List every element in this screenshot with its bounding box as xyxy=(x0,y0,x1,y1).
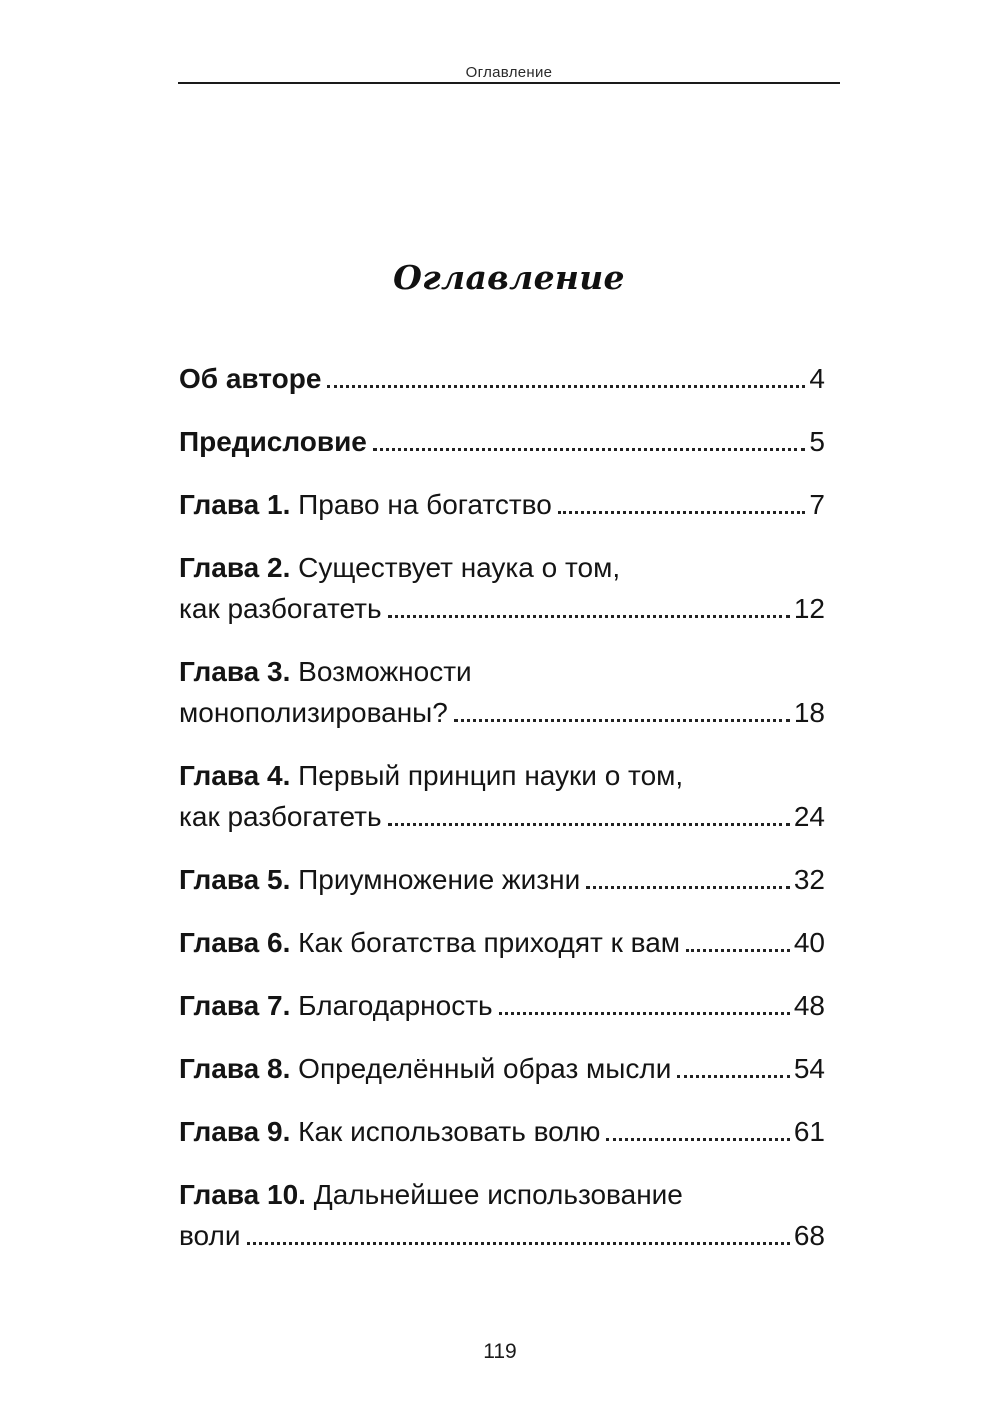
dot-leader xyxy=(686,949,790,952)
toc-entry-label: Глава 9. xyxy=(179,1116,291,1147)
toc-page-number: 18 xyxy=(793,697,825,728)
toc-page-number: 7 xyxy=(809,489,825,520)
toc-entry-title: Как богатства приходят к вам xyxy=(298,927,681,958)
toc-entry-label: Глава 3. xyxy=(179,656,291,687)
toc-entry-title: Определённый образ мысли xyxy=(298,1053,672,1084)
dot-leader xyxy=(327,385,805,388)
toc-entry-chapter-10[interactable] xyxy=(179,1174,825,1256)
toc-entry-title: Право на богатство xyxy=(298,489,552,520)
toc-entry-chapter-9[interactable] xyxy=(179,1111,825,1152)
toc-entry-label: Глава 4. xyxy=(179,760,291,791)
dot-leader xyxy=(606,1138,789,1141)
toc-entry-chapter-3[interactable] xyxy=(179,651,825,733)
header-rule xyxy=(178,82,840,84)
toc-entry-chapter-8[interactable] xyxy=(179,1048,825,1089)
dot-leader xyxy=(454,719,790,722)
toc-page-number: 5 xyxy=(809,426,825,457)
toc-page-number: 32 xyxy=(793,864,825,895)
table-of-contents xyxy=(179,358,825,1278)
toc-page-number: 40 xyxy=(793,927,825,958)
toc-entry-chapter-1[interactable] xyxy=(179,484,825,525)
toc-entry-chapter-7[interactable] xyxy=(179,985,825,1026)
toc-entry-title: Возможности xyxy=(298,656,472,687)
dot-leader xyxy=(388,615,790,618)
running-head: Оглавление xyxy=(465,64,553,81)
dot-leader xyxy=(373,448,806,451)
toc-page-number: 61 xyxy=(793,1116,825,1147)
dot-leader xyxy=(499,1012,790,1015)
toc-entry-title-line2: монополизированы? xyxy=(179,697,448,728)
toc-page-number: 12 xyxy=(793,593,825,624)
toc-entry-label: Глава 7. xyxy=(179,990,291,1021)
toc-entry-label: Глава 5. xyxy=(179,864,291,895)
toc-entry-title: Благодарность xyxy=(298,990,493,1021)
toc-entry-about-author[interactable] xyxy=(179,358,825,399)
dot-leader xyxy=(558,511,806,514)
toc-entry-title: Приумножение жизни xyxy=(298,864,581,895)
toc-entry-title-line2: воли xyxy=(179,1220,241,1251)
toc-entry-title-line2: как разбогатеть xyxy=(179,593,382,624)
dot-leader xyxy=(247,1242,790,1245)
toc-entry-chapter-6[interactable] xyxy=(179,922,825,963)
page-number: 119 xyxy=(483,1340,517,1363)
toc-entry-preface[interactable] xyxy=(179,421,825,462)
page-title: Оглавление xyxy=(393,258,625,297)
toc-entry-title: Дальнейшее использование xyxy=(313,1179,683,1210)
toc-page-number: 68 xyxy=(793,1220,825,1251)
toc-entry-title: Первый принцип науки о том, xyxy=(298,760,684,791)
dot-leader xyxy=(586,886,790,889)
toc-entry-chapter-5[interactable] xyxy=(179,859,825,900)
toc-entry-label: Глава 10. xyxy=(179,1179,306,1210)
dot-leader xyxy=(388,823,790,826)
toc-page-number: 54 xyxy=(793,1053,825,1084)
toc-page-number: 24 xyxy=(793,801,825,832)
toc-entry-label: Предисловие xyxy=(179,426,367,457)
dot-leader xyxy=(677,1075,789,1078)
toc-entry-label: Об авторе xyxy=(179,363,322,394)
toc-entry-title-line2: как разбогатеть xyxy=(179,801,382,832)
toc-entry-label: Глава 2. xyxy=(179,552,291,583)
toc-entry-label: Глава 1. xyxy=(179,489,291,520)
toc-entry-label: Глава 6. xyxy=(179,927,291,958)
toc-entry-chapter-2[interactable] xyxy=(179,547,825,629)
toc-entry-title: Как использовать волю xyxy=(298,1116,601,1147)
toc-entry-label: Глава 8. xyxy=(179,1053,291,1084)
toc-entry-chapter-4[interactable] xyxy=(179,755,825,837)
toc-entry-title: Существует наука о том, xyxy=(298,552,621,583)
toc-page-number: 48 xyxy=(793,990,825,1021)
toc-page-number: 4 xyxy=(809,363,825,394)
